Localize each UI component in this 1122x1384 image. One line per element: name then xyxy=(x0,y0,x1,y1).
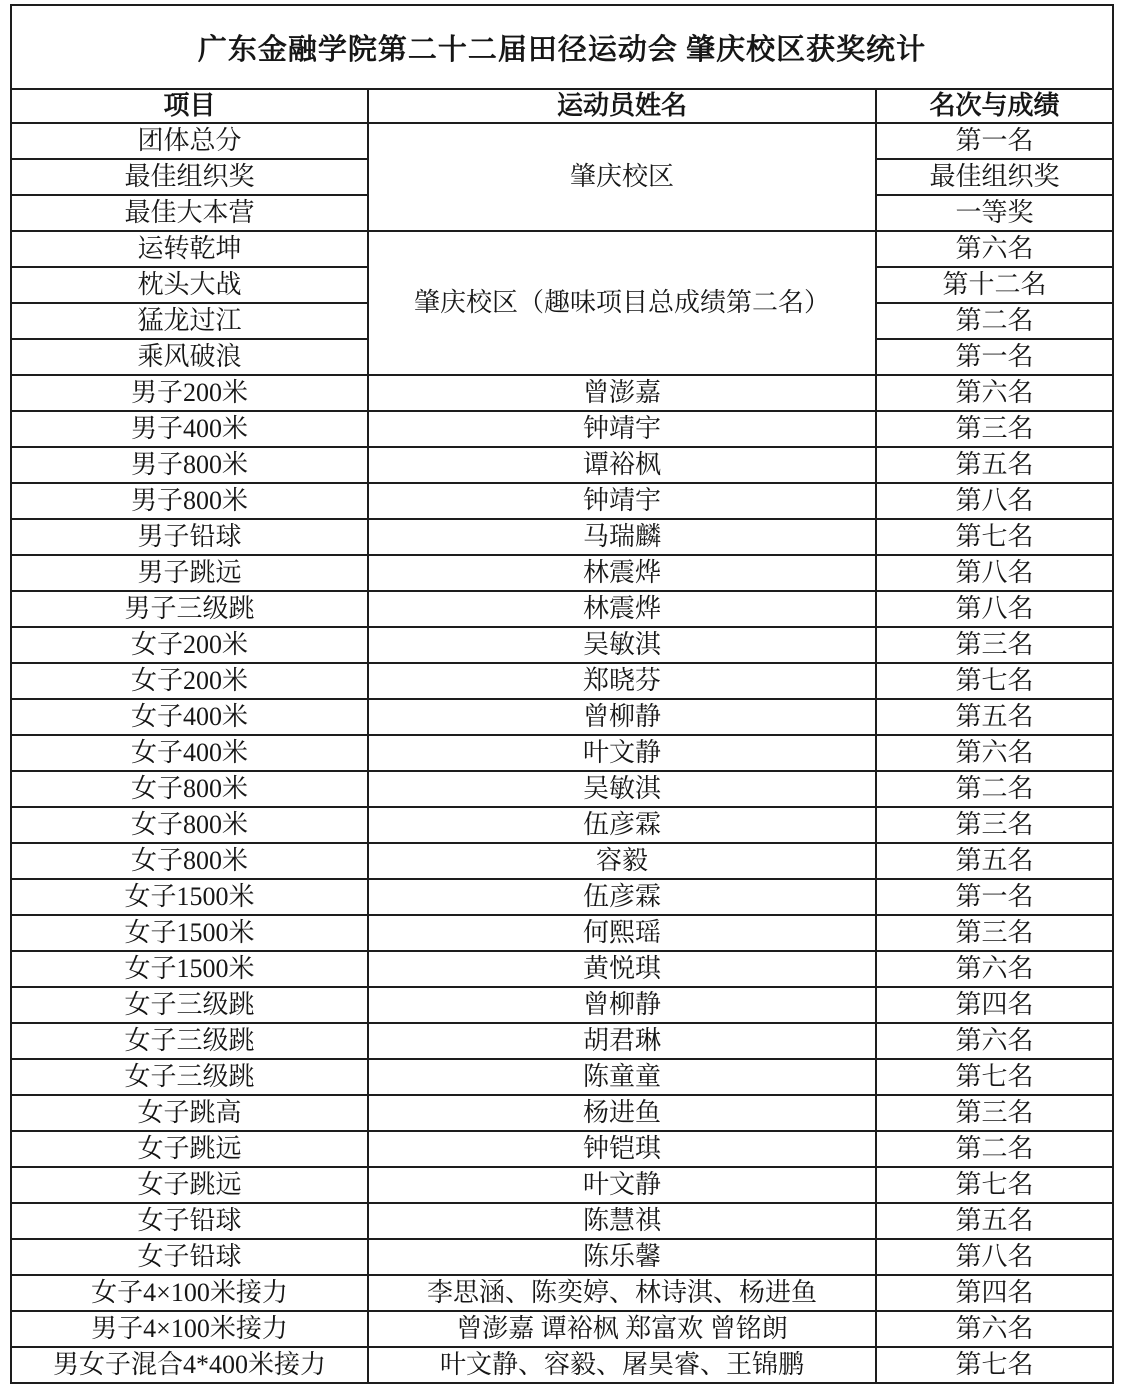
table-row xyxy=(11,1239,1113,1275)
table-row xyxy=(11,879,1113,915)
athlete-cell: 钟靖宇 xyxy=(368,483,876,519)
rank-cell: 第三名 xyxy=(876,411,1113,447)
event-cell: 女子800米 xyxy=(11,771,368,807)
rank-cell: 第八名 xyxy=(876,555,1113,591)
rank-cell: 第七名 xyxy=(876,1059,1113,1095)
event-cell: 猛龙过江 xyxy=(11,303,368,339)
athlete-cell: 曾澎嘉 xyxy=(368,375,876,411)
table-row xyxy=(11,915,1113,951)
athlete-cell: 曾柳静 xyxy=(368,699,876,735)
event-cell: 最佳大本营 xyxy=(11,195,368,231)
event-cell: 女子200米 xyxy=(11,627,368,663)
athlete-cell: 吴敏淇 xyxy=(368,627,876,663)
rank-cell: 第八名 xyxy=(876,1239,1113,1275)
table-row xyxy=(11,1203,1113,1239)
athlete-cell: 钟铠琪 xyxy=(368,1131,876,1167)
page-title: 广东金融学院第二十二届田径运动会 肇庆校区获奖统计 xyxy=(11,5,1113,89)
event-cell: 女子跳远 xyxy=(11,1131,368,1167)
table-row xyxy=(11,1167,1113,1203)
table-row xyxy=(11,411,1113,447)
athlete-cell: 容毅 xyxy=(368,843,876,879)
rank-cell: 第三名 xyxy=(876,627,1113,663)
table-row xyxy=(11,231,1113,267)
athlete-cell: 何熙瑶 xyxy=(368,915,876,951)
athlete-cell: 马瑞麟 xyxy=(368,519,876,555)
athlete-cell: 叶文静 xyxy=(368,735,876,771)
rank-cell: 第一名 xyxy=(876,879,1113,915)
event-cell: 女子1500米 xyxy=(11,915,368,951)
event-cell: 女子200米 xyxy=(11,663,368,699)
athlete-cell: 林震烨 xyxy=(368,591,876,627)
rank-cell: 第一名 xyxy=(876,123,1113,159)
table-row xyxy=(11,1059,1113,1095)
event-cell: 男子跳远 xyxy=(11,555,368,591)
rank-cell: 第七名 xyxy=(876,663,1113,699)
athlete-cell: 黄悦琪 xyxy=(368,951,876,987)
event-cell: 运转乾坤 xyxy=(11,231,368,267)
rank-cell: 第八名 xyxy=(876,483,1113,519)
athlete-cell: 林震烨 xyxy=(368,555,876,591)
table-row xyxy=(11,555,1113,591)
table-row xyxy=(11,627,1113,663)
rank-cell: 第四名 xyxy=(876,987,1113,1023)
rank-cell: 第三名 xyxy=(876,807,1113,843)
table-row xyxy=(11,771,1113,807)
rank-cell: 第六名 xyxy=(876,231,1113,267)
athlete-cell: 陈乐馨 xyxy=(368,1239,876,1275)
table-row xyxy=(11,1131,1113,1167)
rank-cell: 一等奖 xyxy=(876,195,1113,231)
rank-cell: 第五名 xyxy=(876,447,1113,483)
rank-cell: 第五名 xyxy=(876,843,1113,879)
table-row xyxy=(11,519,1113,555)
rank-cell: 第七名 xyxy=(876,1167,1113,1203)
event-cell: 女子三级跳 xyxy=(11,987,368,1023)
event-cell: 女子跳高 xyxy=(11,1095,368,1131)
table-row xyxy=(11,843,1113,879)
event-cell: 女子800米 xyxy=(11,843,368,879)
event-cell: 男子铅球 xyxy=(11,519,368,555)
awards-table xyxy=(10,4,1114,1384)
event-cell: 男子200米 xyxy=(11,375,368,411)
rank-cell: 第七名 xyxy=(876,1347,1113,1383)
event-cell: 团体总分 xyxy=(11,123,368,159)
column-header-rank: 名次与成绩 xyxy=(876,89,1113,123)
table-row xyxy=(11,591,1113,627)
athlete-cell: 陈慧祺 xyxy=(368,1203,876,1239)
athlete-cell: 陈童童 xyxy=(368,1059,876,1095)
table-row xyxy=(11,447,1113,483)
rank-cell: 第十二名 xyxy=(876,267,1113,303)
rank-cell: 第八名 xyxy=(876,591,1113,627)
athlete-cell: 吴敏淇 xyxy=(368,771,876,807)
table-row xyxy=(11,483,1113,519)
table-row xyxy=(11,663,1113,699)
athlete-cell: 曾柳静 xyxy=(368,987,876,1023)
event-cell: 男女子混合4*400米接力 xyxy=(11,1347,368,1383)
event-cell: 男子三级跳 xyxy=(11,591,368,627)
table-row xyxy=(11,699,1113,735)
table-row xyxy=(11,1095,1113,1131)
table-row xyxy=(11,1347,1113,1383)
event-cell: 女子400米 xyxy=(11,699,368,735)
event-cell: 女子三级跳 xyxy=(11,1023,368,1059)
event-cell: 女子铅球 xyxy=(11,1203,368,1239)
event-cell: 女子1500米 xyxy=(11,951,368,987)
athlete-cell: 叶文静 xyxy=(368,1167,876,1203)
event-cell: 女子1500米 xyxy=(11,879,368,915)
rank-cell: 第六名 xyxy=(876,735,1113,771)
event-cell: 枕头大战 xyxy=(11,267,368,303)
event-cell: 乘风破浪 xyxy=(11,339,368,375)
rank-cell: 第二名 xyxy=(876,1131,1113,1167)
athlete-cell: 肇庆校区 xyxy=(368,123,876,231)
table-row xyxy=(11,987,1113,1023)
athlete-cell: 伍彦霖 xyxy=(368,807,876,843)
rank-cell: 第三名 xyxy=(876,915,1113,951)
athlete-cell: 钟靖宇 xyxy=(368,411,876,447)
athlete-cell: 谭裕枫 xyxy=(368,447,876,483)
title-row xyxy=(11,5,1113,89)
event-cell: 女子800米 xyxy=(11,807,368,843)
athlete-cell: 伍彦霖 xyxy=(368,879,876,915)
rank-cell: 第六名 xyxy=(876,951,1113,987)
rank-cell: 第五名 xyxy=(876,1203,1113,1239)
column-header-athlete: 运动员姓名 xyxy=(368,89,876,123)
rank-cell: 第一名 xyxy=(876,339,1113,375)
event-cell: 女子铅球 xyxy=(11,1239,368,1275)
header-row xyxy=(11,89,1113,123)
event-cell: 女子400米 xyxy=(11,735,368,771)
event-cell: 女子三级跳 xyxy=(11,1059,368,1095)
table-row xyxy=(11,375,1113,411)
rank-cell: 第三名 xyxy=(876,1095,1113,1131)
athlete-cell: 肇庆校区（趣味项目总成绩第二名） xyxy=(368,231,876,375)
table-row xyxy=(11,807,1113,843)
rank-cell: 第六名 xyxy=(876,375,1113,411)
event-cell: 女子跳远 xyxy=(11,1167,368,1203)
table-row xyxy=(11,1311,1113,1347)
event-cell: 男子800米 xyxy=(11,483,368,519)
table-row xyxy=(11,951,1113,987)
event-cell: 男子800米 xyxy=(11,447,368,483)
table-row xyxy=(11,1023,1113,1059)
column-header-event: 项目 xyxy=(11,89,368,123)
athlete-cell: 胡君琳 xyxy=(368,1023,876,1059)
event-cell: 男子400米 xyxy=(11,411,368,447)
rank-cell: 第七名 xyxy=(876,519,1113,555)
table-row xyxy=(11,1275,1113,1311)
rank-cell: 第四名 xyxy=(876,1275,1113,1311)
athlete-cell: 李思涵、陈奕婷、林诗淇、杨进鱼 xyxy=(368,1275,876,1311)
event-cell: 女子4×100米接力 xyxy=(11,1275,368,1311)
event-cell: 最佳组织奖 xyxy=(11,159,368,195)
athlete-cell: 郑晓芬 xyxy=(368,663,876,699)
rank-cell: 第二名 xyxy=(876,771,1113,807)
rank-cell: 第六名 xyxy=(876,1311,1113,1347)
athlete-cell: 曾澎嘉 谭裕枫 郑富欢 曾铭朗 xyxy=(368,1311,876,1347)
table-row xyxy=(11,123,1113,159)
rank-cell: 第五名 xyxy=(876,699,1113,735)
table-row xyxy=(11,735,1113,771)
event-cell: 男子4×100米接力 xyxy=(11,1311,368,1347)
athlete-cell: 杨进鱼 xyxy=(368,1095,876,1131)
rank-cell: 第二名 xyxy=(876,303,1113,339)
rank-cell: 最佳组织奖 xyxy=(876,159,1113,195)
athlete-cell: 叶文静、容毅、屠昊睿、王锦鹏 xyxy=(368,1347,876,1383)
rank-cell: 第六名 xyxy=(876,1023,1113,1059)
